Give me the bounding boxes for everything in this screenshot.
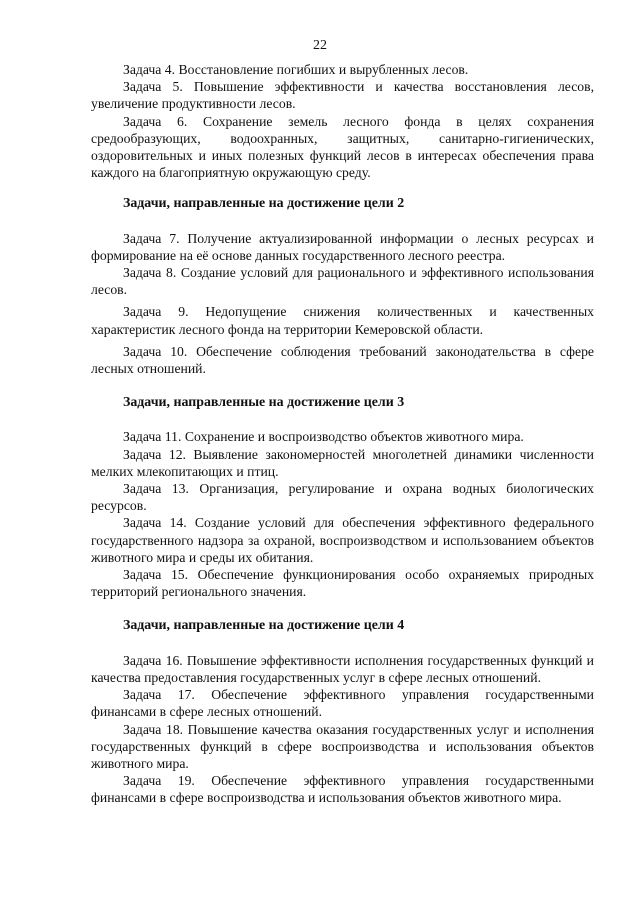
task-16: Задача 16. Повышение эффективности исполнения государственных функций и качества предоставления государственных услуг в сфере лесных отношений. bbox=[91, 652, 594, 685]
task-19: Задача 19. Обеспечение эффективного управления государственными финансами в сфере воспроизводства и использования объектов животного мира. bbox=[91, 773, 594, 806]
task-5: Задача 5. Повышение эффективности и качества восстановления лесов, увеличение продуктивности лесов. bbox=[91, 79, 594, 112]
section-heading-goal-2: Задачи, направленные на достижение цели 2 bbox=[123, 196, 405, 212]
section-heading-goal-3: Задачи, направленные на достижение цели 3 bbox=[123, 395, 405, 411]
task-7: Задача 7. Получение актуализированной информации о лесных ресурсах и формирование на её основе данных государственного лесного реестра. bbox=[91, 230, 594, 263]
task-12: Задача 12. Выявление закономерностей многолетней динамики численности мелких млекопитающих и птиц. bbox=[91, 446, 594, 479]
document-body bbox=[91, 61, 594, 807]
task-9: Задача 9. Недопущение снижения количественных и качественных характеристик лесного фонда на территории Кемеровской области. bbox=[91, 304, 594, 337]
task-13: Задача 13. Организация, регулирование и охрана водных биологических ресурсов. bbox=[91, 481, 594, 514]
task-18: Задача 18. Повышение качества оказания государственных услуг и исполнения государственных функций в сфере воспроизводства и использования объектов животного мира. bbox=[91, 721, 594, 771]
task-8: Задача 8. Создание условий для рационального и эффективного использования лесов. bbox=[91, 265, 594, 298]
section-heading-goal-4: Задачи, направленные на достижение цели 4 bbox=[123, 618, 405, 634]
task-11: Задача 11. Сохранение и воспроизводство объектов животного мира. bbox=[123, 429, 524, 445]
task-10: Задача 10. Обеспечение соблюдения требований законодательства в сфере лесных отношений. bbox=[91, 343, 594, 377]
task-14: Задача 14. Создание условий для обеспечения эффективного федерального государственного надзора за охраной, воспроизводством и использованием объектов животного мира и среды их обитания. bbox=[91, 515, 594, 565]
task-6: Задача 6. Сохранение земель лесного фонда в целях сохранения средообразующих, водоохранных, защитных, санитарно-гигиенических, оздоровительных и иных полезных функций лесов в интересах обеспечения права каждого на благоприятную окружающую среду. bbox=[91, 113, 594, 181]
task-15: Задача 15. Обеспечение функционирования особо охраняемых природных территорий регионального значения. bbox=[91, 567, 594, 600]
page-number: 22 bbox=[313, 38, 327, 53]
task-4: Задача 4. Восстановление погибших и вырубленных лесов. bbox=[123, 62, 469, 77]
task-17: Задача 17. Обеспечение эффективного управления государственными финансами в сфере лесных отношений. bbox=[91, 687, 594, 720]
